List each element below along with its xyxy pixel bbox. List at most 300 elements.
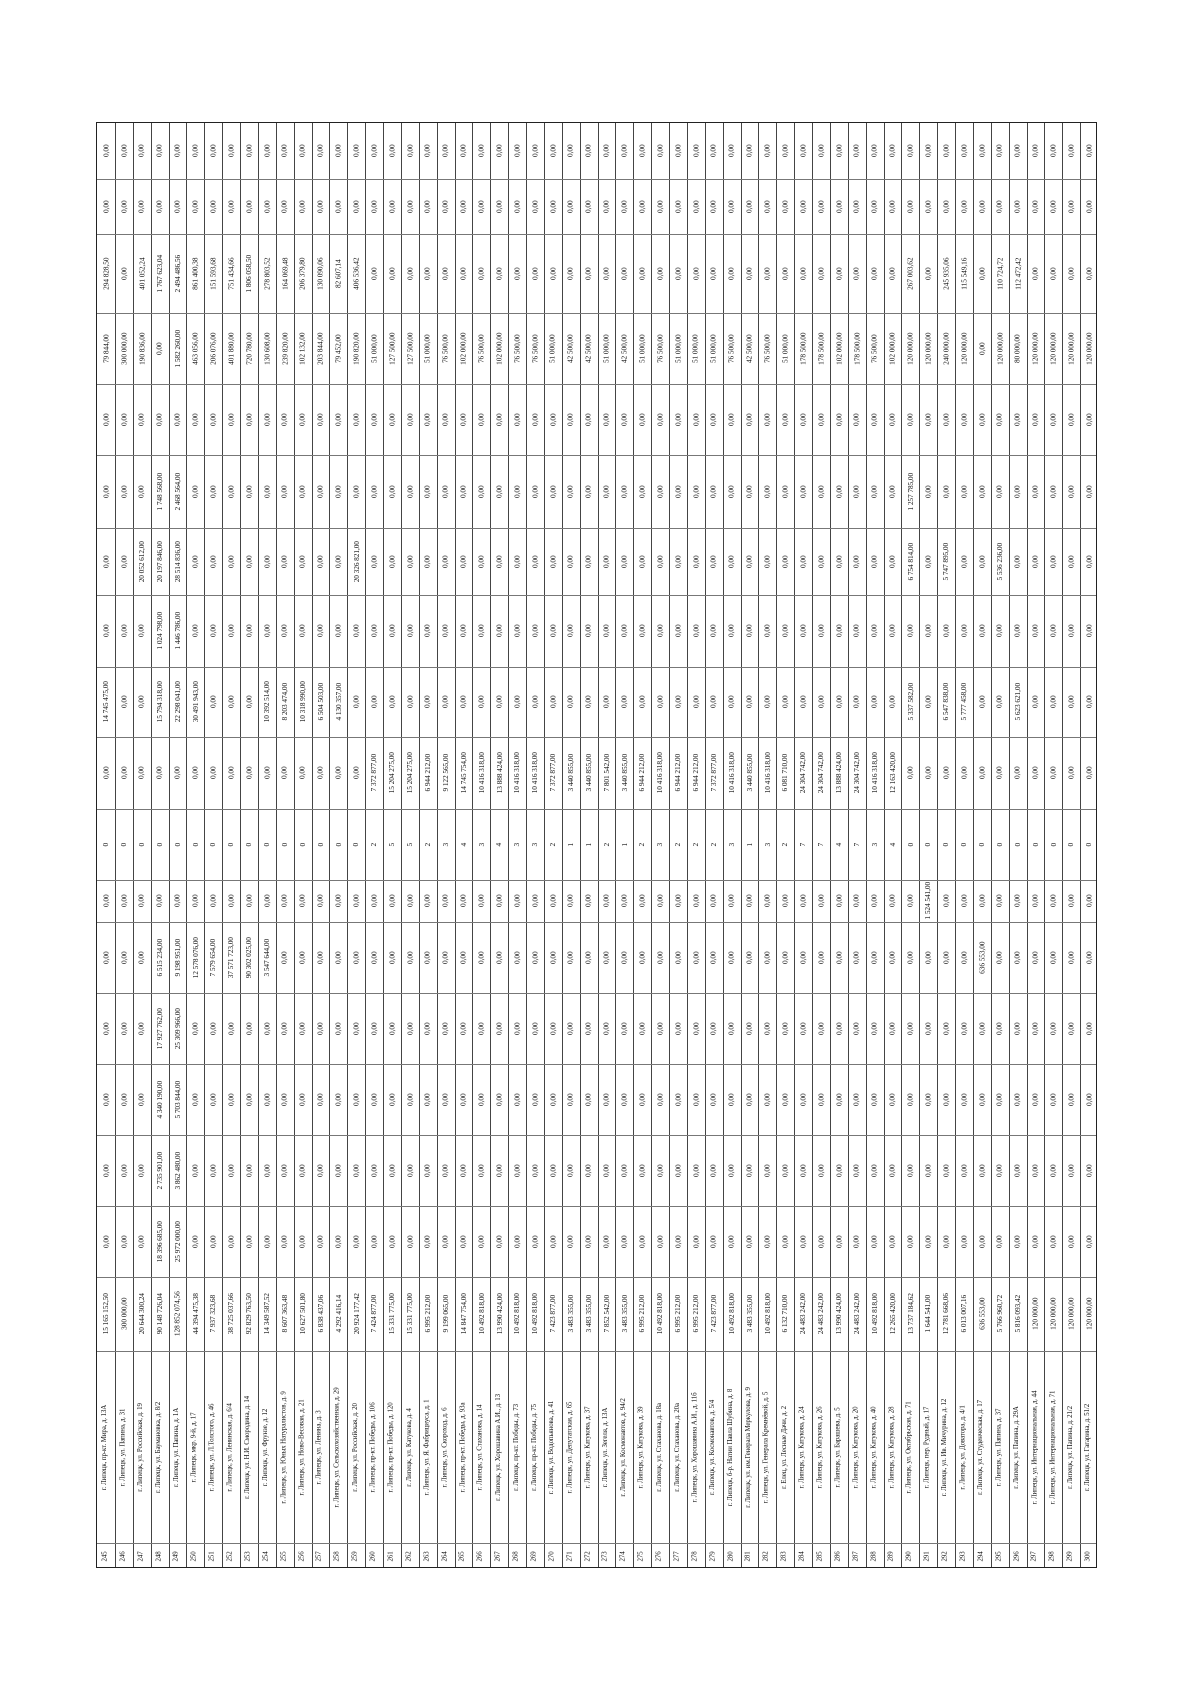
value-cell-text: 0,00 <box>583 1235 593 1248</box>
value-cell <box>562 179 580 234</box>
value-cell-text: 0,00 <box>1048 555 1058 568</box>
row-number <box>401 1543 419 1569</box>
value-cell-text: 203 844,00 <box>315 332 325 365</box>
value-cell <box>687 123 705 179</box>
value-cell <box>723 179 741 234</box>
value-cell-text: 0,00 <box>440 1093 450 1106</box>
address-cell <box>687 1351 705 1543</box>
value-cell-text: 0,00 <box>119 695 129 709</box>
value-cell-text: 51 000,00 <box>369 334 379 363</box>
row-number-text: 268 <box>512 1550 520 1562</box>
value-cell-text: 9 199 065,00 <box>440 1295 450 1333</box>
value-cell <box>115 993 133 1064</box>
value-cell-text: 0,00 <box>405 894 415 908</box>
value-cell <box>1009 1277 1027 1351</box>
value-cell <box>97 595 115 667</box>
rotated-table-page <box>96 122 1097 1568</box>
value-cell-text: 8 203 474,00 <box>279 683 289 721</box>
value-cell <box>151 1277 169 1351</box>
address-cell <box>133 1351 151 1543</box>
value-cell <box>1080 880 1098 922</box>
value-cell-text: 0,00 <box>476 1164 486 1177</box>
value-cell-text: 0,00 <box>548 267 558 280</box>
value-cell-text: 0,00 <box>1048 200 1058 213</box>
row-number <box>723 1543 741 1569</box>
value-cell <box>669 123 687 179</box>
value-cell-text: 0,00 <box>655 1164 665 1177</box>
value-cell-text: 0,00 <box>190 1164 200 1177</box>
value-cell <box>723 455 741 528</box>
row-number-text: 295 <box>995 1550 1003 1562</box>
value-cell <box>508 1135 526 1206</box>
value-cell <box>776 234 794 313</box>
value-cell-text: 0,00 <box>208 624 218 638</box>
value-cell <box>508 1206 526 1277</box>
value-cell-text: 0 <box>1012 842 1022 847</box>
value-cell <box>508 595 526 667</box>
value-cell-text: 0,00 <box>637 951 647 964</box>
value-cell <box>937 809 955 880</box>
value-cell-text: 112 472,42 <box>1012 257 1022 290</box>
value-cell <box>615 179 633 234</box>
value-cell <box>347 993 365 1064</box>
value-cell-text: 0,00 <box>708 555 718 568</box>
value-cell <box>544 528 562 595</box>
value-cell-text: 0,00 <box>887 1235 897 1248</box>
value-cell-text: 0,00 <box>941 894 951 908</box>
value-cell <box>848 667 866 737</box>
value-cell <box>455 809 473 880</box>
value-cell-text: 0,00 <box>369 695 379 709</box>
value-cell-text: 0,00 <box>351 1093 361 1106</box>
value-cell-text: 0,00 <box>458 555 468 568</box>
value-cell-text: 0,00 <box>708 267 718 280</box>
value-cell <box>151 922 169 993</box>
address-cell <box>383 1351 401 1543</box>
row-number <box>294 1543 312 1569</box>
value-cell <box>133 1135 151 1206</box>
value-cell-text: 0,00 <box>816 1022 826 1035</box>
value-cell-text: 0,00 <box>959 624 969 638</box>
address-cell-text: г. Липецк, ул. Стаханова, д. 18а <box>655 1402 663 1492</box>
value-cell-text: 0,00 <box>136 413 146 426</box>
value-cell-text: 0,00 <box>762 695 772 709</box>
value-cell <box>240 1064 258 1135</box>
value-cell <box>937 179 955 234</box>
address-cell <box>151 1351 169 1543</box>
value-cell <box>884 234 902 313</box>
value-cell <box>615 1206 633 1277</box>
value-cell <box>687 384 705 455</box>
value-cell-text: 0,00 <box>512 624 522 638</box>
value-cell <box>669 528 687 595</box>
row-number <box>848 1543 866 1569</box>
value-cell <box>294 993 312 1064</box>
value-cell-text: 0,00 <box>387 894 397 908</box>
value-cell-text: 0,00 <box>977 1235 987 1248</box>
value-cell <box>169 993 187 1064</box>
address-cell <box>615 1351 633 1543</box>
value-cell-text: 0,00 <box>941 1235 951 1248</box>
value-cell <box>526 528 544 595</box>
value-cell-text: 17 927 762,00 <box>154 1007 164 1050</box>
value-cell <box>615 1277 633 1351</box>
address-cell <box>669 1351 687 1543</box>
value-cell <box>276 809 294 880</box>
value-cell-text: 0,00 <box>816 413 826 426</box>
value-cell <box>437 455 455 528</box>
value-cell <box>508 384 526 455</box>
value-cell-text: 0,00 <box>387 1093 397 1106</box>
value-cell <box>598 528 616 595</box>
value-cell-text: 3 483 355,00 <box>565 1295 575 1333</box>
value-cell <box>276 313 294 384</box>
value-cell-text: 0,00 <box>476 894 486 908</box>
value-cell <box>758 595 776 667</box>
value-cell <box>866 737 884 809</box>
value-cell-text: 0,00 <box>315 1235 325 1248</box>
value-cell-text: 0,00 <box>726 200 736 213</box>
value-cell <box>866 993 884 1064</box>
value-cell-text: 14 745 754,00 <box>458 752 468 794</box>
value-cell <box>776 737 794 809</box>
value-cell-text: 0,00 <box>333 413 343 426</box>
row-number <box>794 1543 812 1569</box>
value-cell <box>312 234 330 313</box>
value-cell-text: 0,00 <box>887 267 897 280</box>
value-cell-text: 0,00 <box>941 1164 951 1177</box>
value-cell <box>848 1206 866 1277</box>
value-cell-text: 0,00 <box>941 144 951 158</box>
value-cell-text: 0,00 <box>208 144 218 158</box>
value-cell-text: 0,00 <box>369 555 379 568</box>
value-cell <box>937 1135 955 1206</box>
address-cell-text: г. Липецк, ул. Российская, д. 19 <box>137 1402 145 1492</box>
value-cell <box>1062 234 1080 313</box>
value-cell-text: 0,00 <box>673 1235 683 1248</box>
value-cell <box>151 528 169 595</box>
value-cell-text: 0,00 <box>601 894 611 908</box>
value-cell-text: 0,00 <box>279 1164 289 1177</box>
value-cell <box>758 880 776 922</box>
value-cell-text: 0,00 <box>869 951 879 964</box>
address-cell-text: г. Липецк, б-р. Натии Павла Шубина, д. 8 <box>727 1388 735 1506</box>
value-cell-text: 0,00 <box>673 1093 683 1106</box>
value-cell <box>544 922 562 993</box>
row-number-text: 298 <box>1048 1550 1056 1562</box>
value-cell-text: 0,00 <box>1030 766 1040 780</box>
value-cell <box>687 667 705 737</box>
value-cell <box>723 313 741 384</box>
value-cell <box>169 179 187 234</box>
address-cell <box>1062 1351 1080 1543</box>
value-cell <box>544 809 562 880</box>
value-cell <box>186 667 204 737</box>
value-cell-text: 0,00 <box>798 200 808 213</box>
value-cell <box>383 123 401 179</box>
value-cell-text: 0,00 <box>315 555 325 568</box>
value-cell-text: 0,00 <box>583 485 593 498</box>
value-cell <box>526 1135 544 1206</box>
address-cell-text: г. Липецк, ул. Стаханова, д. 20а <box>673 1402 681 1492</box>
value-cell-text: 0,00 <box>154 766 164 780</box>
value-cell <box>329 455 347 528</box>
value-cell <box>401 1135 419 1206</box>
value-cell-text: 6 132 710,00 <box>780 1295 790 1333</box>
value-cell-text: 0,00 <box>798 1093 808 1106</box>
value-cell <box>526 595 544 667</box>
value-cell-text: 239 820,00 <box>279 332 289 365</box>
value-cell-text: 0,00 <box>405 413 415 426</box>
value-cell-text: 5 816 093,42 <box>1012 1295 1022 1333</box>
value-cell-text: 0,00 <box>744 951 754 964</box>
row-number <box>633 1543 651 1569</box>
value-cell <box>401 993 419 1064</box>
value-cell <box>383 455 401 528</box>
row-number-text: 278 <box>691 1550 699 1562</box>
value-cell <box>687 455 705 528</box>
value-cell-text: 0,00 <box>1084 1235 1094 1248</box>
value-cell <box>687 1064 705 1135</box>
value-cell-text: 0,00 <box>851 200 861 213</box>
row-number <box>169 1543 187 1569</box>
value-cell <box>866 880 884 922</box>
address-cell-text: г. Липецк, пер. Рудный, д. 17 <box>923 1406 931 1488</box>
value-cell-text: 7 801 542,00 <box>601 754 611 792</box>
value-cell <box>508 455 526 528</box>
value-cell <box>633 880 651 922</box>
value-cell-text: 6 547 838,00 <box>941 683 951 721</box>
value-cell-text: 1 582 260,00 <box>172 329 182 368</box>
value-cell-text: 10 392 514,00 <box>262 681 272 723</box>
value-cell <box>455 123 473 179</box>
value-cell <box>919 313 937 384</box>
value-cell <box>901 455 919 528</box>
value-cell-text: 4 292 416,14 <box>333 1295 343 1333</box>
value-cell <box>294 234 312 313</box>
value-cell <box>204 123 222 179</box>
value-cell <box>669 737 687 809</box>
value-cell <box>490 667 508 737</box>
value-cell-text: 0,00 <box>1048 267 1058 280</box>
value-cell <box>186 179 204 234</box>
value-cell-text: 0,00 <box>691 1022 701 1035</box>
value-cell <box>1062 179 1080 234</box>
value-cell <box>312 1206 330 1277</box>
value-cell <box>347 384 365 455</box>
value-cell <box>1027 922 1045 993</box>
row-number-text: 247 <box>137 1550 145 1562</box>
value-cell-text: 0,00 <box>512 555 522 568</box>
value-cell <box>669 667 687 737</box>
value-cell-text: 0,00 <box>780 894 790 908</box>
value-cell-text: 0,00 <box>1048 624 1058 638</box>
value-cell-text: 0,00 <box>977 695 987 709</box>
row-number <box>687 1543 705 1569</box>
value-cell <box>329 179 347 234</box>
value-cell-text: 0,00 <box>851 485 861 498</box>
value-cell-text: 0,00 <box>244 144 254 158</box>
value-cell <box>1080 313 1098 384</box>
value-cell-text: 0,00 <box>744 144 754 158</box>
value-cell <box>329 528 347 595</box>
value-cell-text: 0,00 <box>512 267 522 280</box>
value-cell <box>329 737 347 809</box>
value-cell-text: 0,00 <box>494 144 504 158</box>
address-cell-text: г. Липецк, пр-кт. Победы, д. 106 <box>369 1401 377 1493</box>
value-cell-text: 0,00 <box>101 485 111 498</box>
value-cell-text: 151 593,68 <box>208 257 218 290</box>
value-cell-text: 0,00 <box>226 485 236 498</box>
value-cell <box>383 179 401 234</box>
value-cell <box>669 595 687 667</box>
value-cell-text: 0,00 <box>994 413 1004 426</box>
value-cell-text: 0,00 <box>297 1235 307 1248</box>
value-cell <box>526 1064 544 1135</box>
value-cell <box>794 667 812 737</box>
value-cell <box>97 528 115 595</box>
value-cell-text: 0,00 <box>440 1022 450 1035</box>
value-cell-text: 0,00 <box>851 624 861 638</box>
value-cell-text: 0,00 <box>708 485 718 498</box>
value-cell <box>544 1135 562 1206</box>
value-cell <box>204 993 222 1064</box>
value-cell <box>615 455 633 528</box>
value-cell <box>955 737 973 809</box>
value-cell-text: 0,00 <box>744 200 754 213</box>
value-cell-text: 0,00 <box>780 555 790 568</box>
value-cell-text: 0,00 <box>297 200 307 213</box>
value-cell-text: 0,00 <box>762 1093 772 1106</box>
value-cell <box>526 1206 544 1277</box>
value-cell <box>222 880 240 922</box>
value-cell-text: 0,00 <box>869 267 879 280</box>
value-cell <box>723 667 741 737</box>
address-cell-text: г. Липецк, ул. Баумановка, д. 8/2 <box>155 1401 163 1493</box>
value-cell-text: 0,00 <box>583 200 593 213</box>
value-cell-text: 0,00 <box>1066 1235 1076 1248</box>
value-cell <box>258 234 276 313</box>
value-cell-text: 0,00 <box>744 695 754 709</box>
value-cell-text: 0,00 <box>977 1164 987 1177</box>
value-cell-text: 0,00 <box>994 695 1004 709</box>
value-cell <box>526 880 544 922</box>
value-cell <box>437 595 455 667</box>
value-cell <box>598 313 616 384</box>
value-cell-text: 0,00 <box>405 624 415 638</box>
value-cell-text: 0,00 <box>512 1093 522 1106</box>
value-cell <box>490 455 508 528</box>
value-cell-text: 0,00 <box>762 144 772 158</box>
value-cell-text: 0,00 <box>834 555 844 568</box>
value-cell-text: 0,00 <box>583 624 593 638</box>
value-cell-text: 0,00 <box>673 413 683 426</box>
value-cell <box>490 809 508 880</box>
address-cell-text: г. Липецк, ул. Стаханова, д. 14 <box>476 1404 484 1490</box>
value-cell <box>115 880 133 922</box>
value-cell <box>455 234 473 313</box>
value-cell <box>687 1135 705 1206</box>
value-cell-text: 0,00 <box>565 1022 575 1035</box>
row-number-text: 293 <box>959 1550 967 1562</box>
value-cell <box>741 595 759 667</box>
value-cell <box>294 1206 312 1277</box>
value-cell <box>580 455 598 528</box>
value-cell <box>955 179 973 234</box>
value-cell-text: 0,00 <box>262 555 272 568</box>
value-cell-text: 0,00 <box>548 200 558 213</box>
value-cell <box>919 455 937 528</box>
address-cell-text: г. Липецк, ул. Ив. Мичурина, д. 12 <box>941 1398 949 1496</box>
value-cell <box>866 455 884 528</box>
address-cell-text: г. Липецк, ул. Российская, д. 20 <box>351 1402 359 1492</box>
value-cell-text: 0,00 <box>136 1235 146 1248</box>
value-cell-text: 0,00 <box>726 894 736 908</box>
value-cell-text: 0,00 <box>1084 951 1094 964</box>
value-cell-text: 0,00 <box>154 200 164 213</box>
value-cell <box>562 384 580 455</box>
value-cell <box>294 455 312 528</box>
value-cell <box>562 1206 580 1277</box>
value-cell-text: 37 571 723,00 <box>226 936 236 979</box>
value-cell-text: 0,00 <box>726 1164 736 1177</box>
value-cell <box>151 123 169 179</box>
value-cell <box>598 993 616 1064</box>
value-cell <box>276 1135 294 1206</box>
value-cell <box>312 384 330 455</box>
value-cell <box>919 123 937 179</box>
value-cell-text: 5 337 582,00 <box>905 683 915 721</box>
value-cell-text: 0,00 <box>977 894 987 908</box>
value-cell <box>401 667 419 737</box>
value-cell <box>562 595 580 667</box>
value-cell-text: 0,00 <box>369 485 379 498</box>
value-cell-text: 0,00 <box>601 624 611 638</box>
value-cell-text: 0,00 <box>1048 1022 1058 1035</box>
value-cell <box>991 1135 1009 1206</box>
value-cell-text: 0 <box>1030 842 1040 847</box>
value-cell <box>347 922 365 993</box>
value-cell-text: 0,00 <box>458 1093 468 1106</box>
value-cell-text: 12 781 668,06 <box>941 1293 951 1335</box>
value-cell <box>204 1064 222 1135</box>
row-number <box>651 1543 669 1569</box>
address-cell <box>365 1351 383 1543</box>
value-cell-text: 0,00 <box>994 200 1004 213</box>
value-cell-text: 0,00 <box>977 342 987 355</box>
value-cell-text: 0,00 <box>405 951 415 964</box>
address-cell-text: г. Липецк, ул. Ново-Весовая, д. 21 <box>298 1398 306 1496</box>
value-cell-text: 0,00 <box>279 951 289 964</box>
value-cell-text: 751 434,66 <box>226 257 236 290</box>
value-cell-text: 0,00 <box>405 144 415 158</box>
value-cell <box>901 1206 919 1277</box>
value-cell-text: 0,00 <box>565 1093 575 1106</box>
value-cell <box>401 1206 419 1277</box>
value-cell <box>937 922 955 993</box>
address-cell-text: г. Липецк, ул. Юных Натуралистов, д. 9 <box>280 1390 288 1504</box>
value-cell <box>723 1206 741 1277</box>
value-cell-text: 0,00 <box>422 485 432 498</box>
value-cell <box>955 313 973 384</box>
value-cell-text: 0,00 <box>673 951 683 964</box>
value-cell-text: 0,00 <box>1030 624 1040 638</box>
value-cell <box>651 384 669 455</box>
value-cell <box>472 1064 490 1135</box>
value-cell <box>186 737 204 809</box>
value-cell-text: 0,00 <box>226 1235 236 1248</box>
value-cell <box>562 667 580 737</box>
